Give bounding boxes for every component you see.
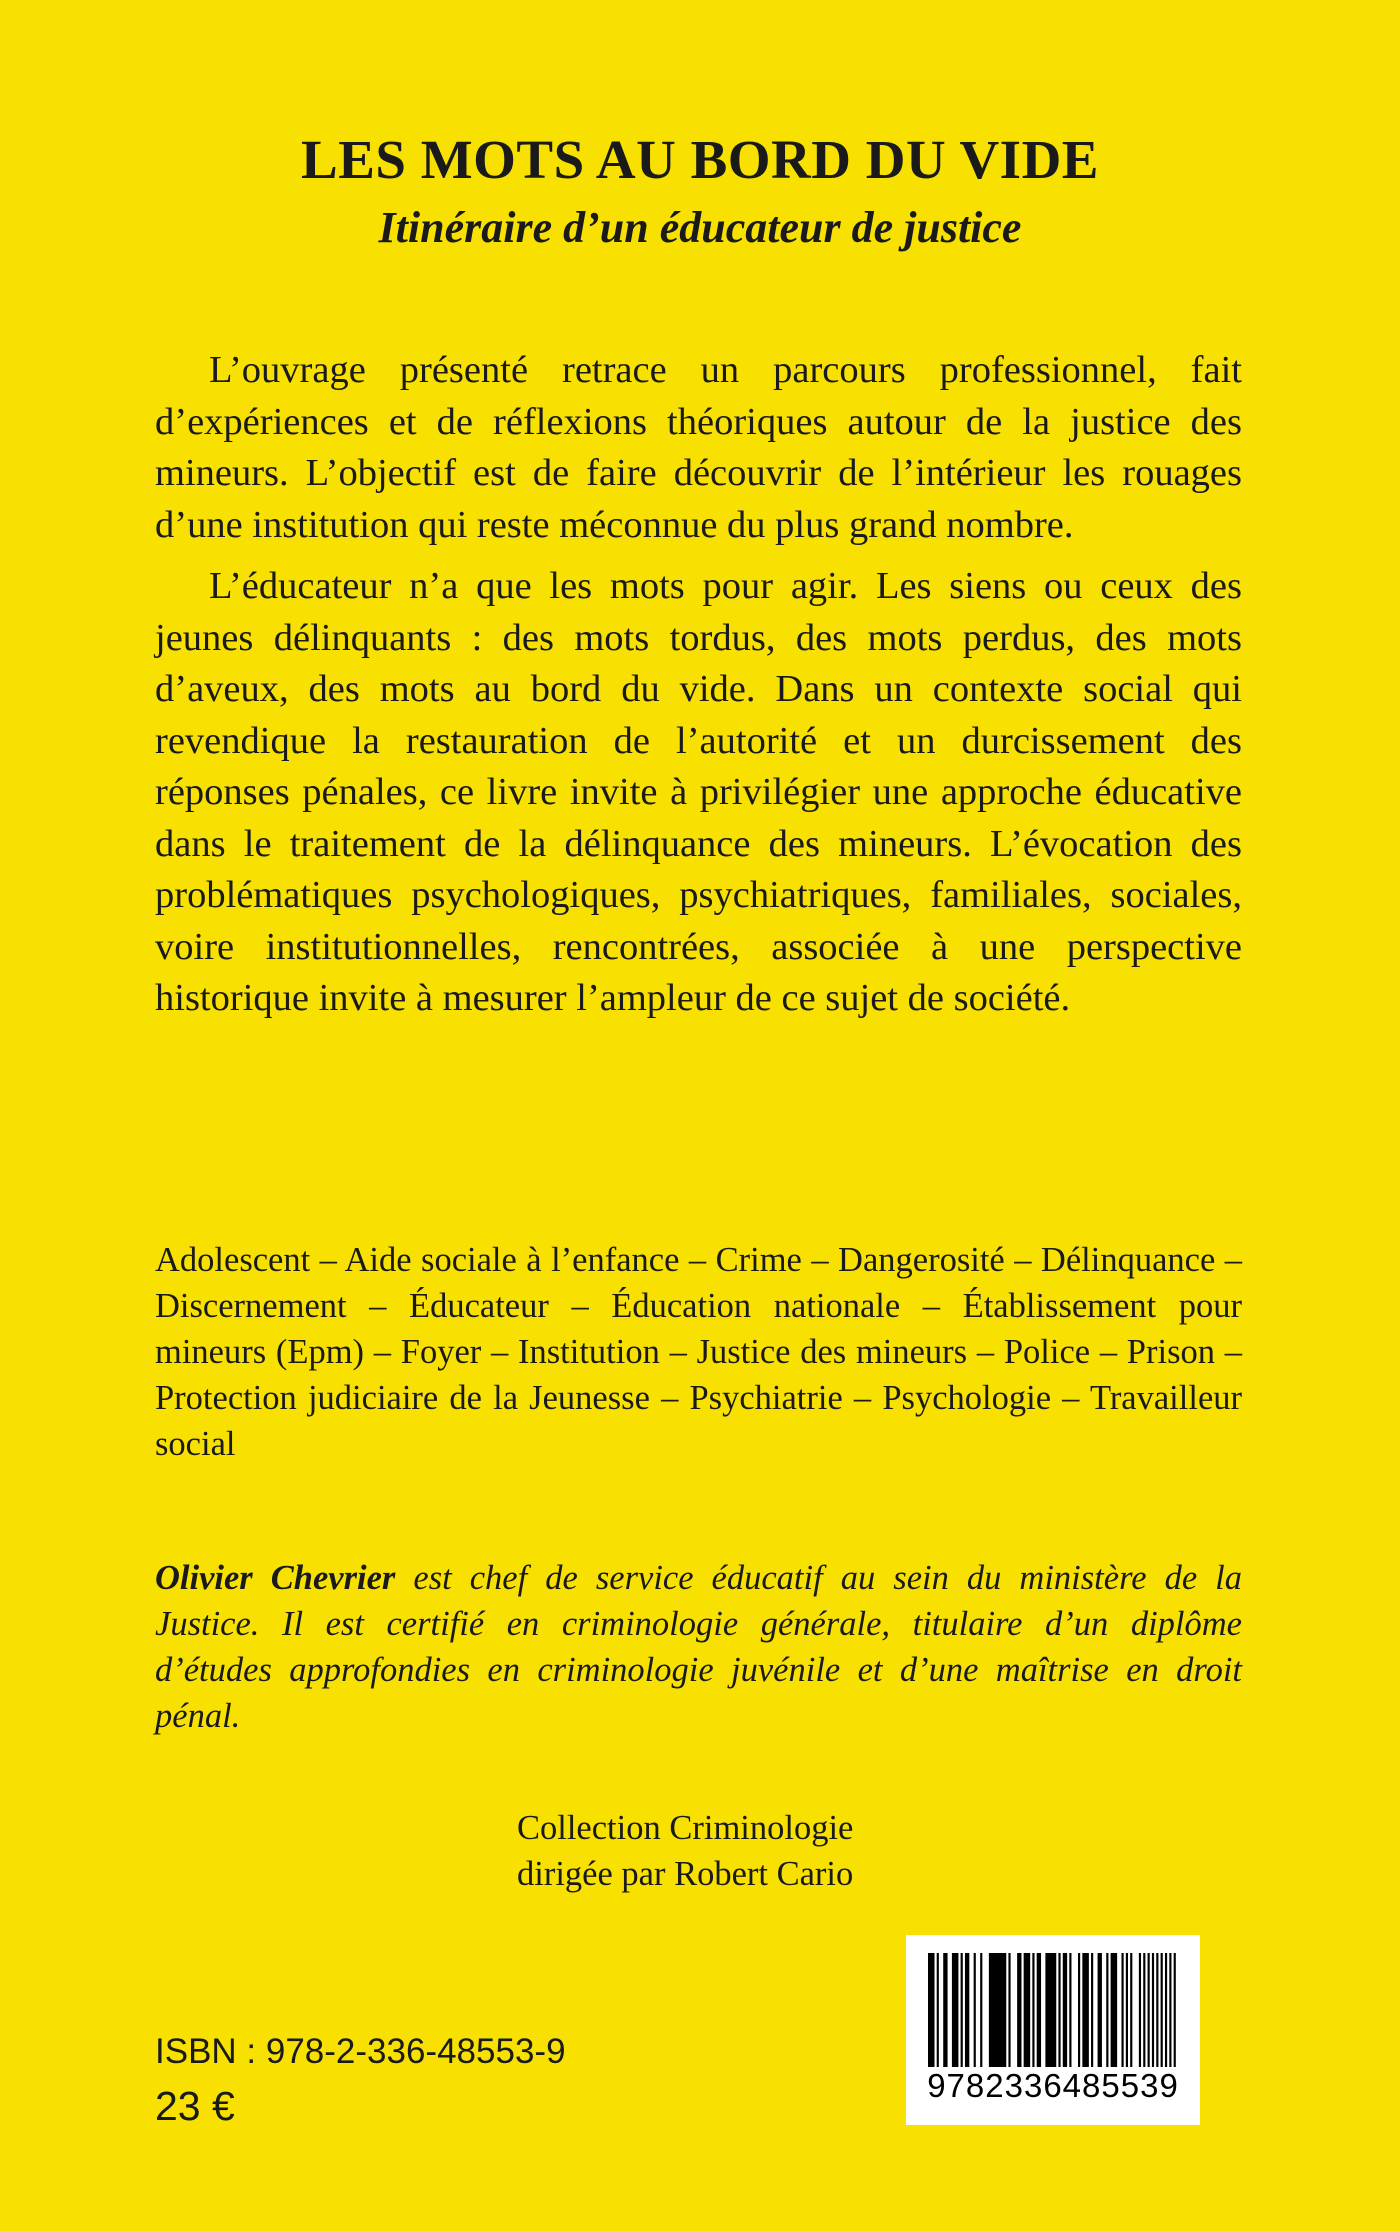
barcode-bar	[1082, 1953, 1089, 2067]
book-title: LES MOTS AU BORD DU VIDE	[301, 129, 1099, 190]
barcode-bar	[1152, 1953, 1154, 2067]
barcode-bar	[974, 1953, 976, 2067]
barcode-digits: 9782336485539	[927, 2067, 1179, 2104]
book-subtitle: Itinéraire d’un éducateur de justice	[378, 203, 1022, 252]
isbn-number: ISBN : 978-2-336-48553-9	[155, 2032, 566, 2071]
barcode-bar	[1130, 1953, 1132, 2067]
barcode-bar	[1165, 1953, 1167, 2067]
barcode-bar	[1045, 1953, 1056, 2067]
keywords-list: Adolescent – Aide sociale à l’enfance – Crime – Dangerosité – Délinquance – Discernement – Éducateur – Éducation nationale – Établissement pour mineurs (Epm) – Foyer – Institution – Justice des mineurs – Police – Prison – Protection judiciaire de la Jeunesse – Psychiatrie – Psychologie – Travailleur social	[155, 1241, 1242, 1463]
collection-info	[517, 1805, 853, 1897]
barcode-bar	[965, 1953, 969, 2067]
author-bio	[155, 1555, 1242, 1739]
barcode-bar	[1169, 1953, 1171, 2067]
summary-paragraph: L’éducateur n’a que les mots pour agir. Les siens ou ceux des jeunes délinquants : des mots tordus, des mots perdus, des mots d’aveux, des mots au bord du vide. Dans un contexte social qui revendique la restauration de l’autorité et un durcissement des réponses pénales, ce livre invite à privilégier une approche éducative dans le traitement de la délinquance des mineurs. L’évocation des problématiques psychologiques, psychiatriques, familiales, sociales, voire institutionnelles, rencontrées, associée à une perspective historique invite à mesurer l’ampleur de ce sujet de société.	[155, 565, 1242, 1019]
barcode-bar	[928, 1953, 935, 2067]
collection-editor: dirigée par Robert Cario	[517, 1855, 854, 1893]
barcode-bar	[1063, 1953, 1067, 2067]
barcode-bar	[1174, 1953, 1176, 2067]
barcode-bar	[1111, 1953, 1118, 2067]
barcode-bar	[1069, 1953, 1071, 2067]
barcode-bar	[1121, 1953, 1123, 2067]
barcode-bar	[961, 1953, 963, 2067]
barcode-bar	[980, 1953, 982, 2067]
barcode-bar	[1078, 1953, 1080, 2067]
price-label: 23 €	[155, 2083, 235, 2129]
barcode-bar	[952, 1953, 959, 2067]
barcode-bars	[928, 1953, 1178, 2067]
author-bio-text: est chef de service éducatif au sein du ministère de la Justice. Il est certifié en criminologie générale, titulaire d’un diplôme d’études approfondies en criminologie juvénile et d’une maîtrise en droit pénal.	[155, 1559, 1243, 1735]
collection-name: Collection Criminologie	[517, 1809, 854, 1847]
barcode-bar	[989, 1953, 1006, 2067]
barcode-bar	[1156, 1953, 1158, 2067]
barcode-bar	[937, 1953, 939, 2067]
barcode-bar	[1017, 1953, 1021, 2067]
summary-paragraph: L’ouvrage présenté retrace un parcours professionnel, fait d’expériences et de réflexions théoriques autour de la justice des mineurs. L’objectif est de faire découvrir de l’intérieur les rouages d’une institution qui reste méconnue du plus grand nombre.	[155, 349, 1242, 546]
barcode-bar	[1008, 1953, 1010, 2067]
barcode-bar	[1126, 1953, 1128, 2067]
barcode-bar	[1024, 1953, 1031, 2067]
barcode-bar	[1139, 1953, 1141, 2067]
barcode-bar	[1148, 1953, 1150, 2067]
barcode-bar	[1037, 1953, 1041, 2067]
barcode-bar	[1106, 1953, 1108, 2067]
barcode-bar	[1098, 1953, 1102, 2067]
barcode-bar	[1091, 1953, 1093, 2067]
barcode-bar	[943, 1953, 947, 2067]
author-name: Olivier Chevrier	[155, 1559, 396, 1597]
summary-text	[155, 345, 1242, 1035]
barcode-bar	[1143, 1953, 1145, 2067]
barcode	[906, 1935, 1200, 2125]
barcode-bar	[1058, 1953, 1060, 2067]
barcode-bar	[1161, 1953, 1163, 2067]
barcode-bar	[1032, 1953, 1034, 2067]
